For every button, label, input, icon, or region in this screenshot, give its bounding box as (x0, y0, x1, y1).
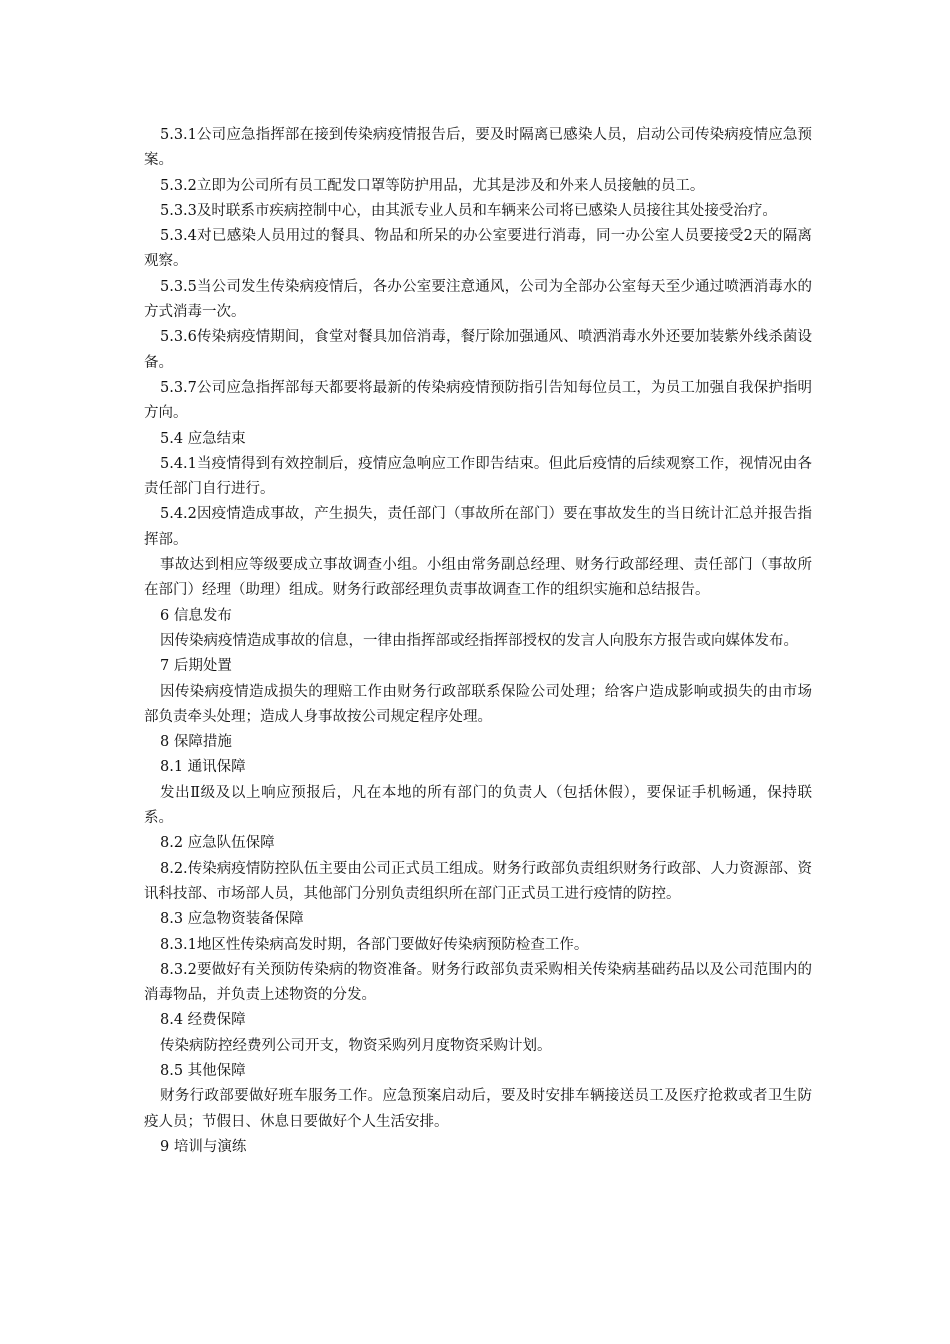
section-heading-7: 7 后期处置 (160, 658, 232, 675)
section-heading-6: 6 信息发布 (160, 607, 232, 624)
paragraph-communication: 发出Ⅱ级及以上响应预报后，凡在本地的所有部门的负责人（包括休假），要保证手机畅通，保持联系。 (144, 784, 812, 827)
paragraph-other: 财务行政部要做好班车服务工作。应急预案启动后，要及时安排车辆接送员工及医疗抢救或者卫生防疫人员；节假日、休息日要做好个人生活安排。 (144, 1088, 812, 1130)
paragraph-5-3-5: 5.3.5当公司发生传染病疫情后，各办公室要注意通风，公司为全部办公室每天至少通过喷洒消毒水的方式消毒一次。 (144, 278, 812, 321)
paragraph-5-3-2: 5.3.2立即为公司所有员工配发口罩等防护用品，尤其是涉及和外来人员接触的员工。 (160, 177, 705, 194)
paragraph-info-release: 因传染病疫情造成事故的信息，一律由指挥部或经指挥部授权的发言人向股东方报告或向媒体发布。 (160, 632, 798, 649)
section-heading-5-4: 5.4 应急结束 (160, 430, 246, 447)
section-heading-8-2: 8.2 应急队伍保障 (160, 835, 275, 852)
paragraph-5-3-7: 5.3.7公司应急指挥部每天都要将最新的传染病疫情预防指引告知每位员工，为员工加强自我保护指明方向。 (144, 379, 812, 422)
paragraph-5-3-3: 5.3.3及时联系市疾病控制中心，由其派专业人员和车辆来公司将已感染人员接往其处接受治疗。 (160, 202, 777, 219)
section-heading-8-5: 8.5 其他保障 (160, 1062, 246, 1079)
section-heading-8-4: 8.4 经费保障 (160, 1012, 246, 1029)
section-heading-8-1: 8.1 通讯保障 (160, 759, 246, 776)
paragraph-5-3-6: 5.3.6传染病疫情期间，食堂对餐具加倍消毒，餐厅除加强通风、喷洒消毒水外还要加装紫外线杀菌设备。 (144, 329, 812, 371)
paragraph-8-3-1: 8.3.1地区性传染病高发时期，各部门要做好传染病预防检查工作。 (160, 936, 589, 953)
paragraph-5-3-4: 5.3.4对已感染人员用过的餐具、物品和所呆的办公室要进行消毒，同一办公室人员要接受2天的隔离观察。 (144, 228, 812, 270)
section-heading-9: 9 培训与演练 (160, 1138, 247, 1155)
document-page (144, 123, 812, 1160)
paragraph-funding: 传染病防控经费列公司开支，物资采购列月度物资采购计划。 (160, 1037, 552, 1054)
section-heading-8: 8 保障措施 (160, 734, 232, 751)
paragraph-5-3-1: 5.3.1公司应急指挥部在接到传染病疫情报告后，要及时隔离已感染人员，启动公司传染病疫情应急预案。 (144, 127, 812, 169)
paragraph-5-4-2: 5.4.2因疫情造成事故，产生损失，责任部门（事故所在部门）要在事故发生的当日统计汇总并报告指挥部。 (144, 506, 812, 548)
paragraph-8-3-2: 8.3.2要做好有关预防传染病的物资准备。财务行政部负责采购相关传染病基础药品以及公司范围内的消毒物品，并负责上述物资的分发。 (144, 961, 812, 1004)
paragraph-aftermath: 因传染病疫情造成损失的理赔工作由财务行政部联系保险公司处理；给客户造成影响或损失的由市场部负责牵头处理；造成人身事故按公司规定程序处理。 (144, 683, 812, 725)
paragraph-team: 8.2.传染病疫情防控队伍主要由公司正式员工组成。财务行政部负责组织财务行政部、人力资源部、资讯科技部、市场部人员，其他部门分别负责组织所在部门正式员工进行疫情的防控。 (144, 860, 812, 902)
paragraph-5-4-1: 5.4.1当疫情得到有效控制后，疫情应急响应工作即告结束。但此后疫情的后续观察工作，视情况由各责任部门自行进行。 (144, 455, 812, 498)
section-heading-8-3: 8.3 应急物资装备保障 (160, 911, 304, 928)
paragraph-investigation: 事故达到相应等级要成立事故调查小组。小组由常务副总经理、财务行政部经理、责任部门（事故所在部门）经理（助理）组成。财务行政部经理负责事故调查工作的组织实施和总结报告。 (144, 557, 812, 599)
